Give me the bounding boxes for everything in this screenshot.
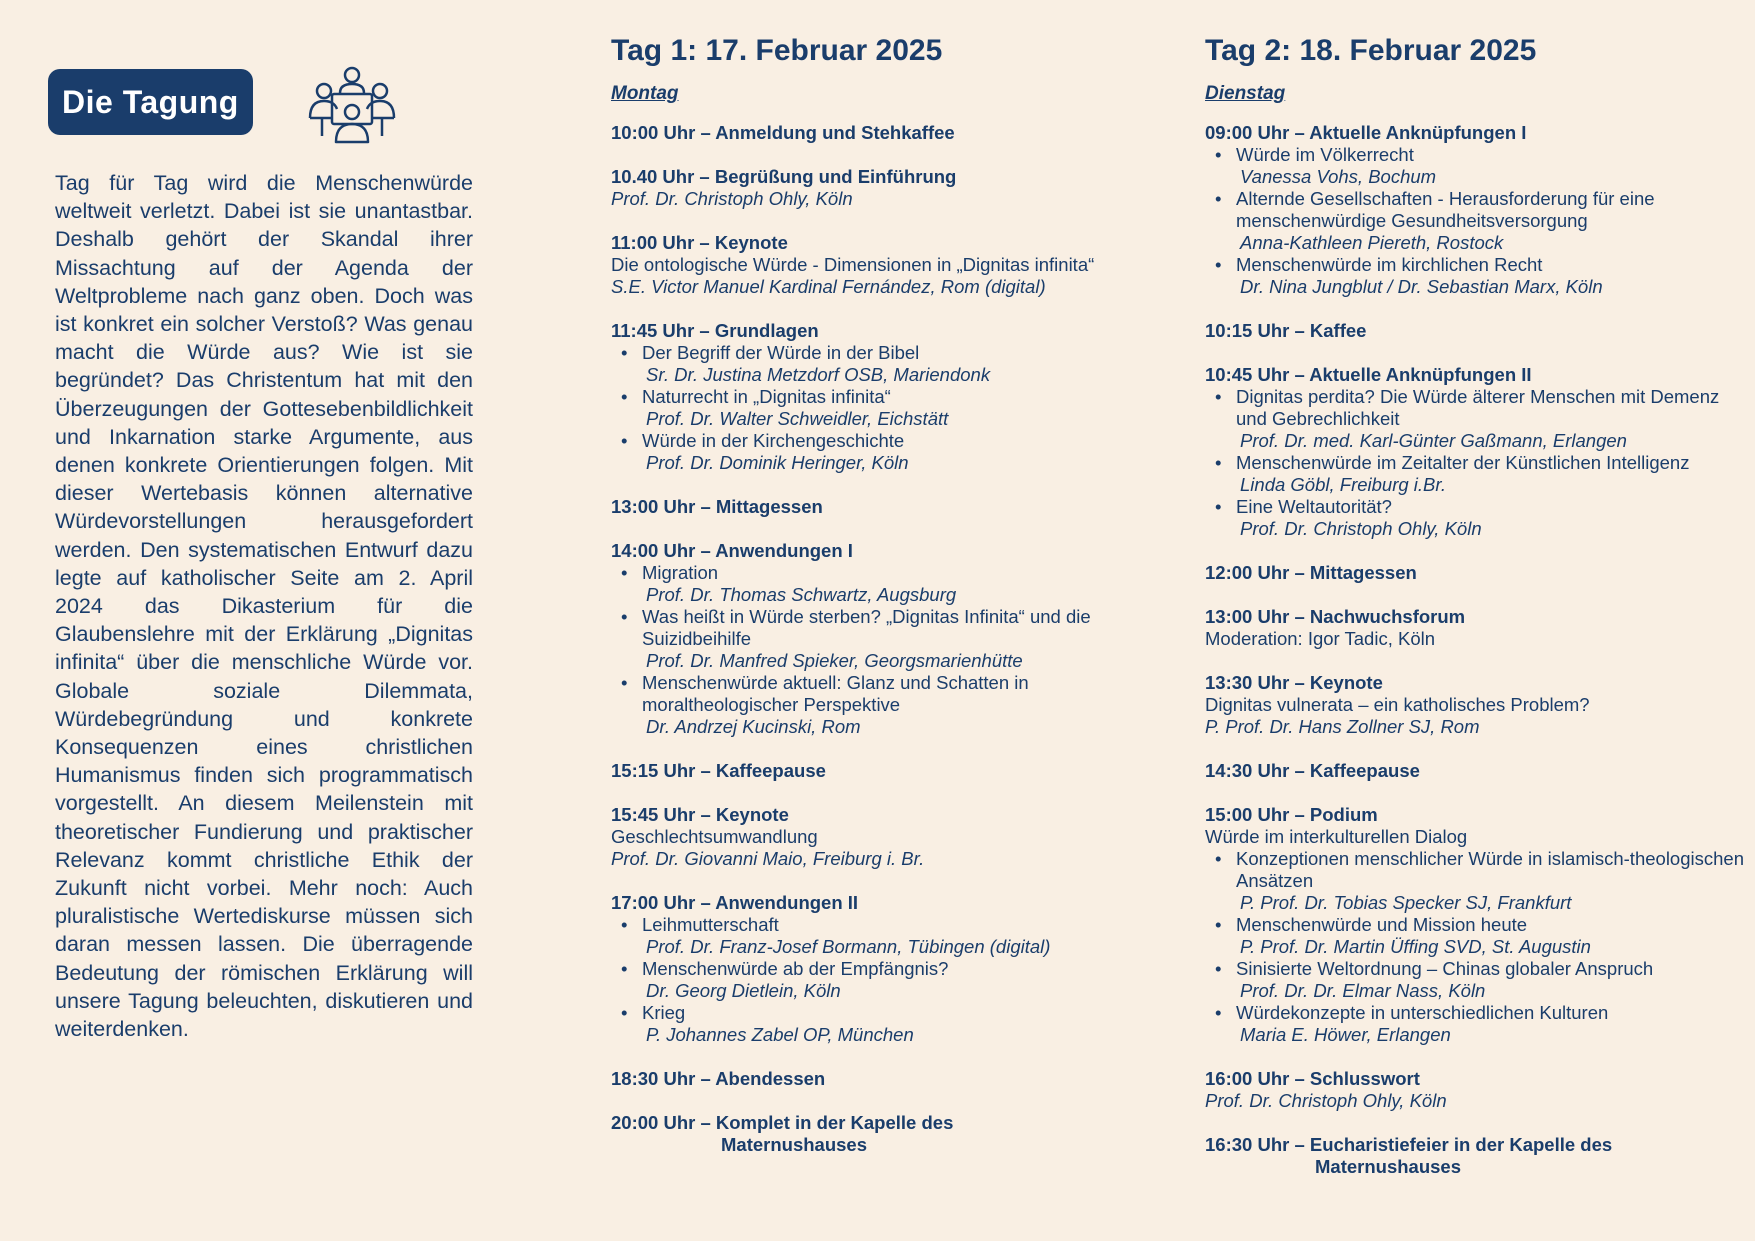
talk-title: Alternde Gesellschaften - Herausforderung für eine menschenwürdige Gesundheitsversorgung (1236, 188, 1655, 231)
talk-item (1205, 254, 1745, 298)
talk-speaker: Prof. Dr. Dr. Elmar Nass, Köln (1240, 980, 1486, 1001)
talk-title: Sinisierte Weltordnung – Chinas globaler Anspruch (1236, 958, 1654, 979)
talk-list (611, 562, 1131, 738)
slot-heading: 11:45 Uhr – Grundlagen (611, 320, 819, 341)
slot-heading: 15:00 Uhr – Podium (1205, 804, 1378, 825)
day1-title: Tag 1: 17. Februar 2025 (611, 34, 943, 67)
slot-heading: 10.40 Uhr – Begrüßung und Einführung (611, 166, 957, 187)
slot-description: Dignitas vulnerata – ein katholisches Problem? (1205, 694, 1590, 715)
program-slot (1205, 364, 1745, 540)
talk-item (611, 430, 1131, 474)
talk-item (1205, 958, 1745, 1002)
program-slot (611, 122, 1131, 144)
talk-item (611, 342, 1131, 386)
day1-program (611, 122, 1131, 1178)
talk-title: Konzeptionen menschlicher Würde in islamisch-theologischen Ansätzen (1236, 848, 1744, 891)
program-slot (611, 320, 1131, 474)
slot-speaker: P. Prof. Dr. Hans Zollner SJ, Rom (1205, 716, 1480, 737)
slot-heading-continued: Maternushauses (1315, 1156, 1461, 1177)
slot-heading: 14:00 Uhr – Anwendungen I (611, 540, 853, 561)
slot-heading: 17:00 Uhr – Anwendungen II (611, 892, 859, 913)
program-slot (1205, 562, 1745, 584)
talk-speaker: Prof. Dr. Franz-Josef Bormann, Tübingen (digital) (646, 936, 1051, 957)
day1-weekday: Montag (611, 83, 679, 104)
program-slot (611, 804, 1131, 870)
talk-title: Menschenwürde im Zeitalter der Künstlichen Intelligenz (1236, 452, 1690, 473)
slot-heading: 10:15 Uhr – Kaffee (1205, 320, 1367, 341)
slot-heading: 11:00 Uhr – Keynote (611, 232, 788, 253)
slot-heading: 20:00 Uhr – Komplet in der Kapelle des (611, 1112, 954, 1133)
program-slot (611, 1112, 1131, 1156)
talk-title: Menschenwürde ab der Empfängnis? (642, 958, 949, 979)
talk-list (1205, 386, 1745, 540)
talk-speaker: Linda Göbl, Freiburg i.Br. (1240, 474, 1446, 495)
slot-heading: 16:00 Uhr – Schlusswort (1205, 1068, 1420, 1089)
talk-speaker: P. Prof. Dr. Tobias Specker SJ, Frankfurt (1240, 892, 1572, 913)
slot-speaker: Prof. Dr. Giovanni Maio, Freiburg i. Br. (611, 848, 925, 869)
program-slot (611, 232, 1131, 298)
intro-text: Tag für Tag wird die Menschenwürde weltweit verletzt. Dabei ist sie unantastbar. Deshalb gehört der Skandal ihrer Missachtung auf der Agenda der Weltprobleme nach ganz oben. Doch was ist konkret ein solcher Verstoß? Was genau macht die Würde aus? Wie ist sie begründet? Das Christentum hat mit den Überzeugungen der Gottesebenbildlichkeit und Inkarnation starke Argumente, aus denen konkrete Orientierungen folgen. Mit dieser Wertebasis können alternative Würdevorstellungen herausgefordert werden. Den systematischen Entwurf dazu legte auf katholischer Seite am 2. April 2024 das Dikasterium für die Glaubenslehre mit der Erklärung „Dignitas infinita“ über die menschliche Würde vor. Globale soziale Dilemmata, Würdebegründung und konkrete Konsequenzen eines christlichen Humanismus finden sich programmatisch vorgestellt. An diesem Meilenstein mit theoretischer Fundierung und praktischer Relevanz kommt christliche Ethik der Zukunft nicht vorbei. Mehr noch: Auch pluralistische Wertediskurse müssen sich daran messen lassen. Die überragende Bedeutung der römischen Erklärung will unsere Tagung beleuchten, diskutieren und weiterdenken. (55, 171, 473, 1042)
talk-speaker: P. Johannes Zabel OP, München (646, 1024, 914, 1045)
talk-speaker: Prof. Dr. Christoph Ohly, Köln (1240, 518, 1482, 539)
slot-description: Geschlechtsumwandlung (611, 826, 818, 847)
talk-item (611, 914, 1131, 958)
talk-item (1205, 496, 1745, 540)
program-slot (611, 892, 1131, 1046)
talk-speaker: Maria E. Höwer, Erlangen (1240, 1024, 1451, 1045)
talk-item (611, 386, 1131, 430)
program-slot (611, 166, 1131, 210)
day2-program (1205, 122, 1745, 1200)
talk-title: Würde im Völkerrecht (1236, 144, 1414, 165)
day2-title: Tag 2: 18. Februar 2025 (1205, 34, 1537, 67)
talk-title: Krieg (642, 1002, 686, 1023)
slot-heading: 09:00 Uhr – Aktuelle Anknüpfungen I (1205, 122, 1527, 143)
slot-heading: 13:30 Uhr – Keynote (1205, 672, 1383, 693)
slot-heading: 15:15 Uhr – Kaffeepause (611, 760, 826, 781)
talk-title: Migration (642, 562, 719, 583)
talk-speaker: Prof. Dr. Manfred Spieker, Georgsmarienhütte (646, 650, 1023, 671)
talk-speaker: Dr. Andrzej Kucinski, Rom (646, 716, 861, 737)
talk-speaker: Prof. Dr. med. Karl-Günter Gaßmann, Erlangen (1240, 430, 1627, 451)
program-slot (611, 540, 1131, 738)
talk-title: Leihmutterschaft (642, 914, 779, 935)
talk-item (1205, 452, 1745, 496)
slot-heading: 10:00 Uhr – Anmeldung und Stehkaffee (611, 122, 955, 143)
talk-title: Würdekonzepte in unterschiedlichen Kulturen (1236, 1002, 1609, 1023)
talk-list (1205, 848, 1745, 1046)
program-slot (1205, 606, 1745, 650)
talk-speaker: Prof. Dr. Thomas Schwartz, Augsburg (646, 584, 957, 605)
talk-speaker: Sr. Dr. Justina Metzdorf OSB, Mariendonk (646, 364, 991, 385)
talk-item (1205, 848, 1745, 914)
talk-title: Was heißt in Würde sterben? „Dignitas Infinita“ und die Suizidbeihilfe (642, 606, 1091, 649)
talk-speaker: Prof. Dr. Dominik Heringer, Köln (646, 452, 909, 473)
talk-title: Menschenwürde aktuell: Glanz und Schatten in moraltheologischer Perspektive (642, 672, 1029, 715)
program-slot (611, 760, 1131, 782)
slot-heading: 15:45 Uhr – Keynote (611, 804, 789, 825)
slot-speaker: Prof. Dr. Christoph Ohly, Köln (1205, 1090, 1447, 1111)
slot-heading: 14:30 Uhr – Kaffeepause (1205, 760, 1420, 781)
program-slot (611, 1068, 1131, 1090)
talk-title: Dignitas perdita? Die Würde älterer Menschen mit Demenz und Gebrechlichkeit (1236, 386, 1720, 429)
talk-item (1205, 1002, 1745, 1046)
program-slot (1205, 122, 1745, 298)
talk-item (1205, 386, 1745, 452)
talk-item (611, 562, 1131, 606)
slot-description: Moderation: Igor Tadic, Köln (1205, 628, 1436, 649)
talk-item (611, 1002, 1131, 1046)
talk-title: Eine Weltautorität? (1236, 496, 1392, 517)
program-slot (1205, 672, 1745, 738)
program-slot (1205, 320, 1745, 342)
talk-speaker: Vanessa Vohs, Bochum (1240, 166, 1437, 187)
talk-item (611, 672, 1131, 738)
slot-description: Würde im interkulturellen Dialog (1205, 826, 1468, 847)
slot-heading: 13:00 Uhr – Nachwuchsforum (1205, 606, 1466, 627)
talk-speaker: P. Prof. Dr. Martin Üffing SVD, St. Augustin (1240, 936, 1591, 957)
program-slot (1205, 1068, 1745, 1112)
program-slot (1205, 804, 1745, 1046)
section-badge: Die Tagung (48, 69, 253, 135)
talk-speaker: Anna-Kathleen Piereth, Rostock (1240, 232, 1504, 253)
day2-weekday: Dienstag (1205, 83, 1286, 104)
slot-speaker: Prof. Dr. Christoph Ohly, Köln (611, 188, 853, 209)
talk-title: Würde in der Kirchengeschichte (642, 430, 905, 451)
talk-title: Menschenwürde im kirchlichen Recht (1236, 254, 1543, 275)
talk-title: Der Begriff der Würde in der Bibel (642, 342, 920, 363)
talk-speaker: Prof. Dr. Walter Schweidler, Eichstätt (646, 408, 949, 429)
slot-heading: 16:30 Uhr – Eucharistiefeier in der Kapelle des (1205, 1134, 1613, 1155)
talk-title: Menschenwürde und Mission heute (1236, 914, 1528, 935)
talk-list (611, 342, 1131, 474)
slot-heading: 13:00 Uhr – Mittagessen (611, 496, 823, 517)
people-meeting-icon (302, 66, 402, 144)
program-slot (1205, 1134, 1745, 1178)
slot-heading-continued: Maternushauses (721, 1134, 867, 1155)
program-slot (1205, 760, 1745, 782)
talk-list (611, 914, 1131, 1046)
talk-item (1205, 914, 1745, 958)
talk-title: Naturrecht in „Dignitas infinita“ (642, 386, 891, 407)
program-slot (611, 496, 1131, 518)
talk-item (1205, 144, 1745, 188)
talk-list (1205, 144, 1745, 298)
slot-description: Die ontologische Würde - Dimensionen in „Dignitas infinita“ (611, 254, 1095, 275)
slot-heading: 18:30 Uhr – Abendessen (611, 1068, 826, 1089)
talk-item (1205, 188, 1745, 254)
talk-speaker: Dr. Georg Dietlein, Köln (646, 980, 841, 1001)
talk-speaker: Dr. Nina Jungblut / Dr. Sebastian Marx, Köln (1240, 276, 1603, 297)
slot-speaker: S.E. Victor Manuel Kardinal Fernández, Rom (digital) (611, 276, 1046, 297)
slot-heading: 10:45 Uhr – Aktuelle Anknüpfungen II (1205, 364, 1532, 385)
talk-item (611, 958, 1131, 1002)
talk-item (611, 606, 1131, 672)
slot-heading: 12:00 Uhr – Mittagessen (1205, 562, 1417, 583)
